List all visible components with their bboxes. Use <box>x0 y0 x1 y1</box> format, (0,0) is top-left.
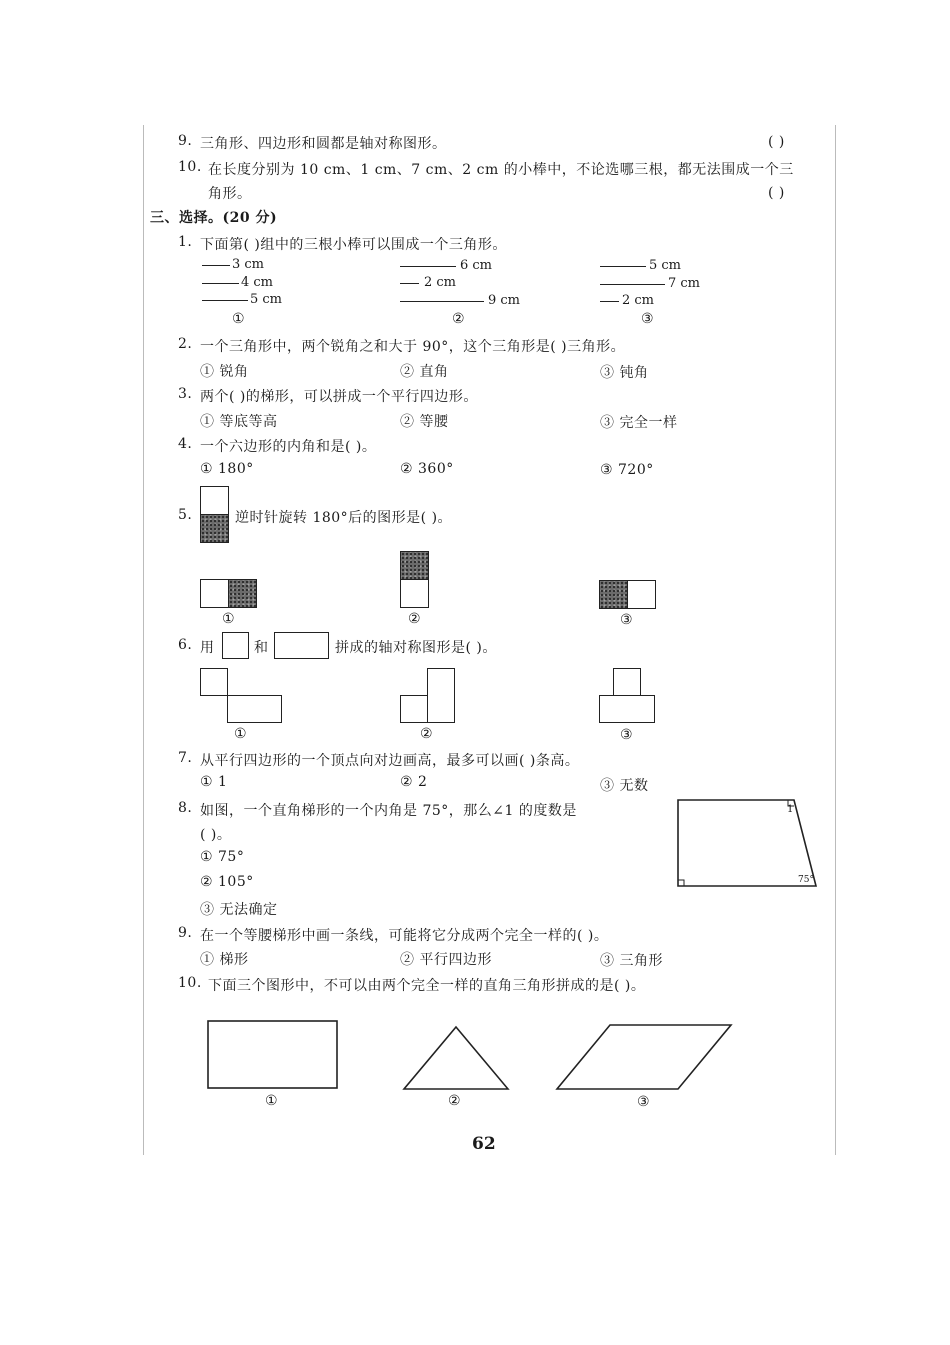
q5-number: 5. <box>178 507 193 523</box>
q7-number: 7. <box>178 750 193 766</box>
q5-opt2-top-shaded-square <box>400 551 429 580</box>
q5-option-3[interactable]: ③ <box>620 612 634 628</box>
q7-option-3[interactable]: ③ 无数 <box>600 778 649 794</box>
q10-option-3[interactable]: ③ <box>637 1094 651 1110</box>
q1-g3-label-2: 7 cm <box>668 276 701 291</box>
q1-g3-label-1: 5 cm <box>649 258 682 273</box>
q2-text: 一个三角形中，两个锐角之和大于 90°，这个三角形是( )三角形。 <box>200 339 626 355</box>
page-number: 62 <box>472 1134 496 1154</box>
q8-option-1[interactable]: ① 75° <box>200 849 245 865</box>
q1-g3-label-3: 2 cm <box>622 293 655 308</box>
q9-text: 在一个等腰梯形中画一条线，可能将它分成两个完全一样的( )。 <box>200 928 609 944</box>
q4-number: 4. <box>178 436 193 452</box>
q6-text-and: 和 <box>254 640 269 656</box>
q1-g1-stick-2 <box>202 283 239 284</box>
q6-square-piece <box>222 632 249 659</box>
q1-g1-label-1: 3 cm <box>232 257 265 272</box>
judge-q10-number: 10. <box>178 159 202 175</box>
q5-opt2-bottom-square <box>400 579 429 608</box>
q1-g1-label-3: 5 cm <box>250 292 283 307</box>
judge-q9-text: 三角形、四边形和圆都是轴对称图形。 <box>200 136 447 152</box>
q6-opt3-top-square <box>613 668 641 696</box>
q1-text: 下面第( )组中的三根小棒可以围成一个三角形。 <box>200 237 507 253</box>
q1-g3-stick-1 <box>600 266 646 267</box>
q10-triangle-figure <box>402 1026 510 1092</box>
q1-g2-label-1: 6 cm <box>460 258 493 273</box>
q3-text: 两个( )的梯形，可以拼成一个平行四边形。 <box>200 389 478 405</box>
q6-opt1-square <box>200 668 228 696</box>
page-left-border <box>143 125 144 1155</box>
q6-opt2-tall-rectangle <box>427 668 455 723</box>
judge-q10-text-line1: 在长度分别为 10 cm、1 cm、7 cm、2 cm 的小棒中，不论选哪三根，都无法围成一个三 <box>208 162 794 178</box>
q6-number: 6. <box>178 637 193 653</box>
q4-option-2[interactable]: ② 360° <box>400 461 454 477</box>
q6-option-1[interactable]: ① <box>234 726 248 742</box>
q1-g1-stick-1 <box>202 265 230 266</box>
q10-parallelogram-figure <box>556 1023 734 1091</box>
q6-option-3[interactable]: ③ <box>620 727 634 743</box>
q1-g3-option[interactable]: ③ <box>641 311 655 327</box>
q2-option-3[interactable]: ③ 钝角 <box>600 365 649 381</box>
page-right-border <box>835 125 836 1155</box>
q6-opt2-square <box>400 695 428 723</box>
q1-g1-label-2: 4 cm <box>241 275 274 290</box>
q1-g2-option[interactable]: ② <box>452 311 466 327</box>
section-3-title: 三、选择。(20 分) <box>150 210 278 226</box>
q1-g3-stick-3 <box>600 301 619 302</box>
q9-number: 9. <box>178 925 193 941</box>
q4-option-3[interactable]: ③ 720° <box>600 462 654 478</box>
q3-option-3[interactable]: ③ 完全一样 <box>600 415 678 431</box>
q5-option-2[interactable]: ② <box>408 611 422 627</box>
q1-g2-label-2: 2 cm <box>424 275 457 290</box>
q6-text-use: 用 <box>200 640 215 656</box>
q1-g2-label-3: 9 cm <box>488 293 521 308</box>
q1-g1-option[interactable]: ① <box>232 311 246 327</box>
q6-opt1-rectangle <box>227 695 282 723</box>
q10-rectangle-figure <box>207 1020 339 1090</box>
q8-text-line2: ( )。 <box>200 827 232 843</box>
q6-rectangle-piece <box>274 632 329 659</box>
q5-opt1-left-square <box>200 579 229 608</box>
q8-option-3[interactable]: ③ 无法确定 <box>200 902 278 918</box>
q8-number: 8. <box>178 800 193 816</box>
q5-opt3-right-square <box>627 580 656 609</box>
q8-angle-75-label: 75° <box>798 875 814 885</box>
q5-figure-top-square <box>200 486 229 515</box>
q9-option-3[interactable]: ③ 三角形 <box>600 953 663 969</box>
q1-g2-stick-2 <box>400 283 419 284</box>
judge-q10-text-line2: 角形。 <box>208 186 252 202</box>
q3-option-2[interactable]: ② 等腰 <box>400 414 449 430</box>
q5-text: 逆时针旋转 180°后的图形是( )。 <box>235 510 453 526</box>
q1-g2-stick-3 <box>400 301 484 302</box>
judge-q9-blank[interactable]: ( ) <box>768 134 785 150</box>
q4-text: 一个六边形的内角和是( )。 <box>200 439 377 455</box>
q3-option-1[interactable]: ① 等底等高 <box>200 414 278 430</box>
q10-option-2[interactable]: ② <box>448 1093 462 1109</box>
q4-option-1[interactable]: ① 180° <box>200 461 254 477</box>
q3-number: 3. <box>178 386 193 402</box>
q8-option-2[interactable]: ② 105° <box>200 874 254 890</box>
q5-opt1-right-shaded-square <box>228 579 257 608</box>
q10-text: 下面三个图形中，不可以由两个完全一样的直角三角形拼成的是( )。 <box>208 978 646 994</box>
q2-number: 2. <box>178 336 193 352</box>
q1-number: 1. <box>178 234 193 250</box>
q6-text-rest: 拼成的轴对称图形是( )。 <box>335 640 497 656</box>
q2-option-1[interactable]: ① 锐角 <box>200 364 249 380</box>
q9-option-2[interactable]: ② 平行四边形 <box>400 952 492 968</box>
q1-g3-stick-2 <box>600 284 665 285</box>
q10-option-1[interactable]: ① <box>265 1093 279 1109</box>
q10-number: 10. <box>178 975 202 991</box>
q2-option-2[interactable]: ② 直角 <box>400 364 449 380</box>
q6-opt3-bottom-rectangle <box>599 695 655 723</box>
q7-option-1[interactable]: ① 1 <box>200 774 228 790</box>
q1-g1-stick-3 <box>202 300 248 301</box>
judge-q10-blank[interactable]: ( ) <box>768 185 785 201</box>
q8-angle-1-label: 1 <box>787 804 794 815</box>
q9-option-1[interactable]: ① 梯形 <box>200 952 249 968</box>
q5-opt3-left-shaded-square <box>599 580 628 609</box>
judge-q9-number: 9. <box>178 133 193 149</box>
q7-text: 从平行四边形的一个顶点向对边画高，最多可以画( )条高。 <box>200 753 580 769</box>
q8-text-line1: 如图，一个直角梯形的一个内角是 75°，那么∠1 的度数是 <box>200 803 577 819</box>
q6-option-2[interactable]: ② <box>420 726 434 742</box>
q5-figure-bottom-shaded-square <box>200 514 229 543</box>
q1-g2-stick-1 <box>400 266 456 267</box>
q7-option-2[interactable]: ② 2 <box>400 774 428 790</box>
q5-option-1[interactable]: ① <box>222 611 236 627</box>
